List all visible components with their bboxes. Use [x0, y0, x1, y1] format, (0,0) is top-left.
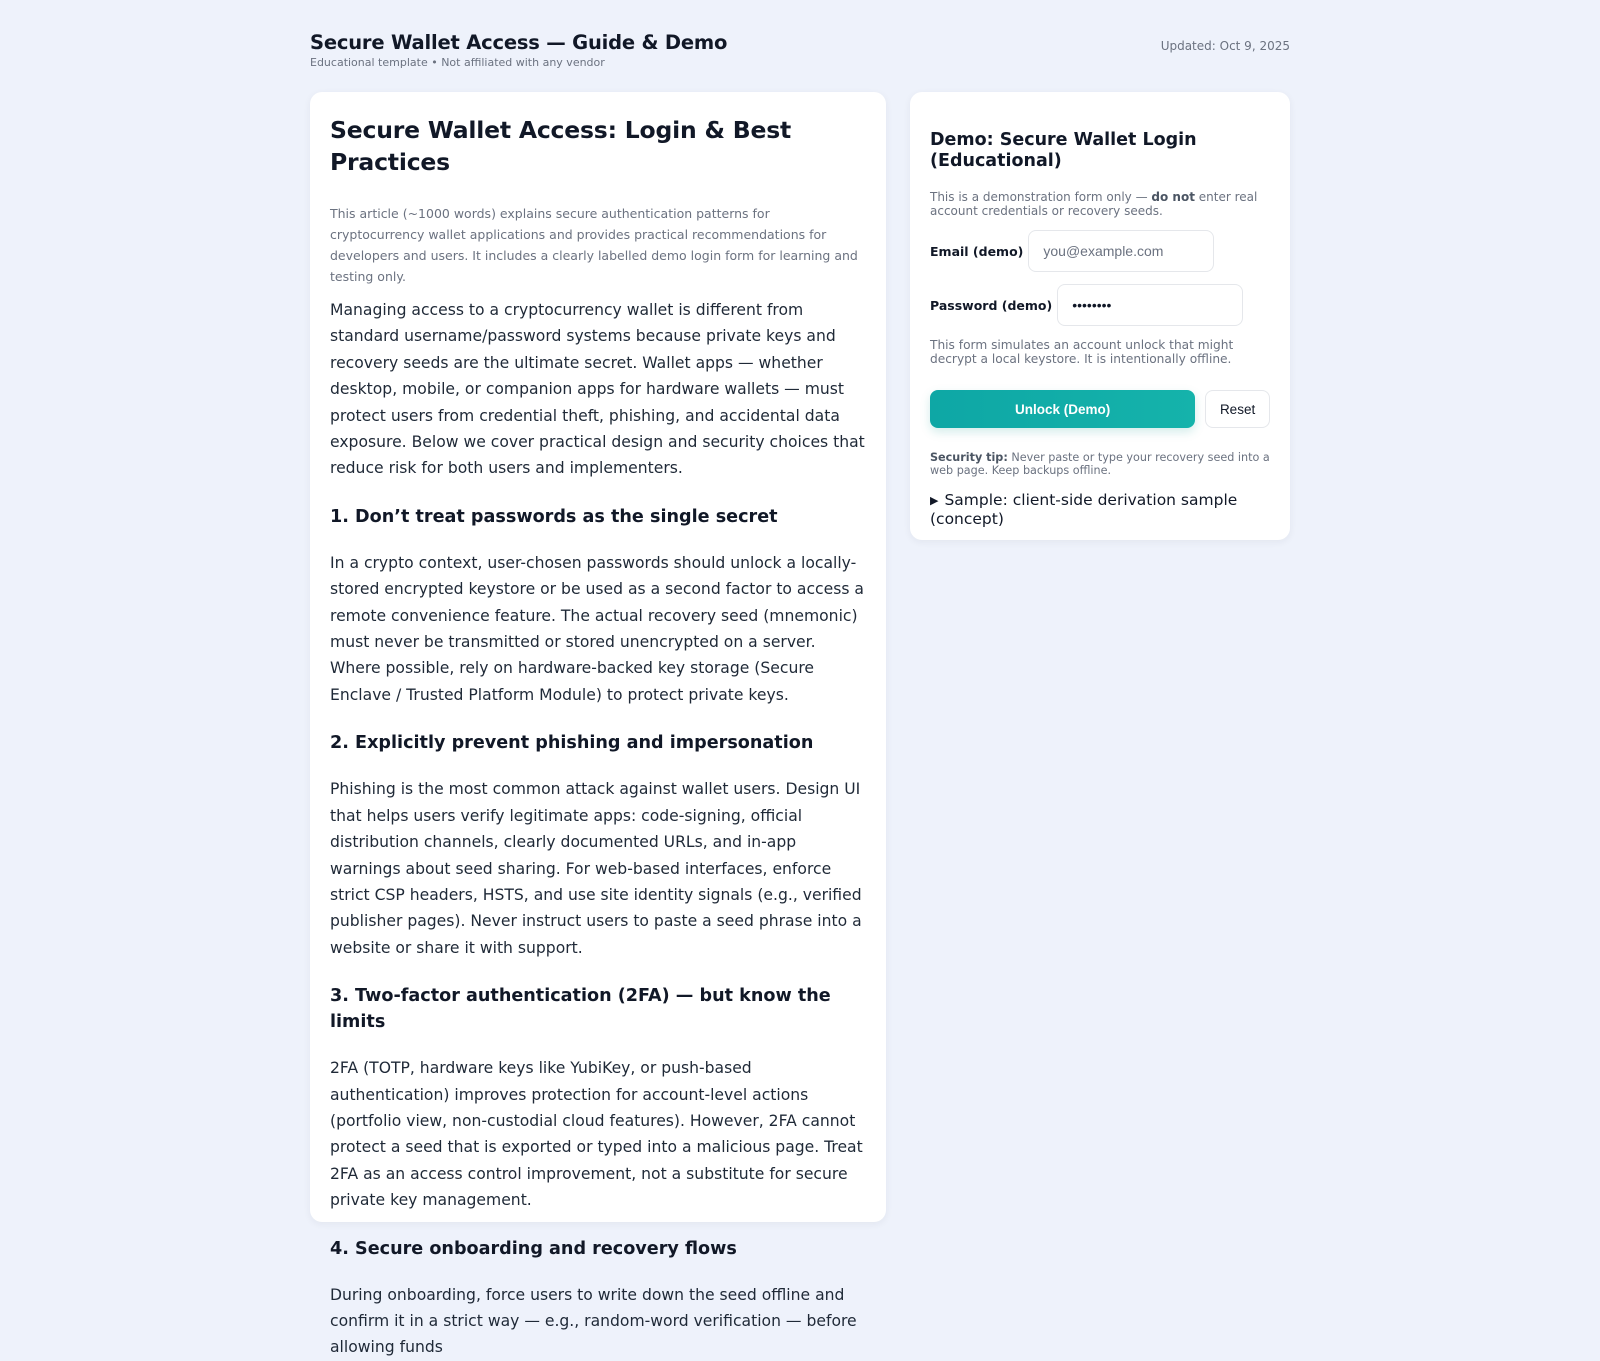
site-subtitle: Educational template • Not affiliated with any vendor	[310, 56, 605, 69]
section-body: During onboarding, force users to write down the seed offline and confirm it in a strict way — e.g., random-word verification — before allowing funds	[330, 1285, 857, 1357]
note-emphasis: do not	[1151, 190, 1195, 204]
tip-label: Security tip:	[930, 451, 1008, 464]
password-row	[930, 284, 1270, 326]
email-label: Email (demo)	[930, 243, 1024, 259]
article-title: Secure Wallet Access: Login & Best Practices	[330, 116, 792, 176]
button-row	[930, 390, 1270, 428]
form-hint: This form simulates an account unlock that might decrypt a local keystore. It is intentionally offline.	[930, 338, 1234, 366]
tip-text: Never paste or type your recovery seed into a web page. Keep backups offline.	[930, 451, 1270, 477]
section-body: In a crypto context, user-chosen passwords should unlock a locally-stored encrypted keystore or be used as a second factor to access a remote convenience feature. The actual recovery seed (mnemonic) must never be transmitted or stored unencrypted on a server. Where possible, rely on hardware-backed key storage (Secure Enclave / Trusted Platform Module) to protect private keys.	[330, 553, 864, 704]
section-heading: 1. Don’t treat passwords as the single secret	[330, 506, 778, 527]
section-body: 2FA (TOTP, hardware keys like YubiKey, or push-based authentication) improves protection for account-level actions (portfolio view, non-custodial cloud features). However, 2FA cannot protect a seed that is exported or typed into a malicious page. Treat 2FA as an access control improvement, not a substitute for secure private key management.	[330, 1059, 863, 1210]
section-heading: 4. Secure onboarding and recovery flows	[330, 1238, 737, 1259]
sample-disclosure[interactable]	[930, 491, 1270, 528]
password-label: Password (demo)	[930, 297, 1053, 313]
security-tip	[930, 451, 1270, 477]
sample-summary[interactable]	[930, 491, 1270, 528]
email-input[interactable]	[1028, 230, 1214, 272]
demo-login-card	[910, 92, 1290, 540]
password-input[interactable]	[1057, 284, 1243, 326]
reset-button[interactable]: Reset	[1205, 390, 1270, 428]
email-row	[930, 230, 1270, 272]
updated-date: Updated: Oct 9, 2025	[1160, 39, 1290, 53]
demo-warning-note	[930, 190, 1270, 218]
unlock-button[interactable]: Unlock (Demo)	[930, 390, 1195, 428]
note-text: This is a demonstration form only —	[930, 190, 1152, 204]
section-heading: 3. Two-factor authentication (2FA) — but know the limits	[330, 986, 831, 1033]
site-title: Secure Wallet Access — Guide & Demo	[310, 31, 728, 54]
article-intro: Managing access to a cryptocurrency wallet is different from standard username/password systems because private keys and recovery seeds are the ultimate secret. Wallet apps — whether desktop, mobile, or companion apps for hardware wallets — must protect users from credential theft, phishing, and accidental data exposure. Below we cover practical design and security choices that reduce risk for both users and implementers.	[330, 301, 865, 478]
page-header	[310, 30, 1290, 70]
article-lede: This article (~1000 words) explains secure authentication patterns for cryptocurrency wallet applications and provides practical recommendations for developers and users. It includes a clearly labelled demo login form for learning and testing only.	[330, 206, 858, 284]
login-title: Demo: Secure Wallet Login (Educational)	[930, 130, 1197, 171]
section-body: Phishing is the most common attack against wallet users. Design UI that helps users verify legitimate apps: code-signing, official distribution channels, clearly documented URLs, and in-app warnings about seed sharing. For web-based interfaces, enforce strict CSP headers, HSTS, and use site identity signals (e.g., verified publisher pages). Never instruct users to paste a seed phrase into a website or share it with support.	[330, 780, 862, 957]
note-text: enter real account credentials or recovery seeds.	[930, 190, 1258, 218]
section-heading: 2. Explicitly prevent phishing and impersonation	[330, 733, 814, 754]
sample-summary-label: Sample: client-side derivation sample (concept)	[930, 491, 1238, 528]
disclosure-triangle-icon: ▶	[930, 494, 939, 507]
article-card	[310, 92, 886, 1357]
